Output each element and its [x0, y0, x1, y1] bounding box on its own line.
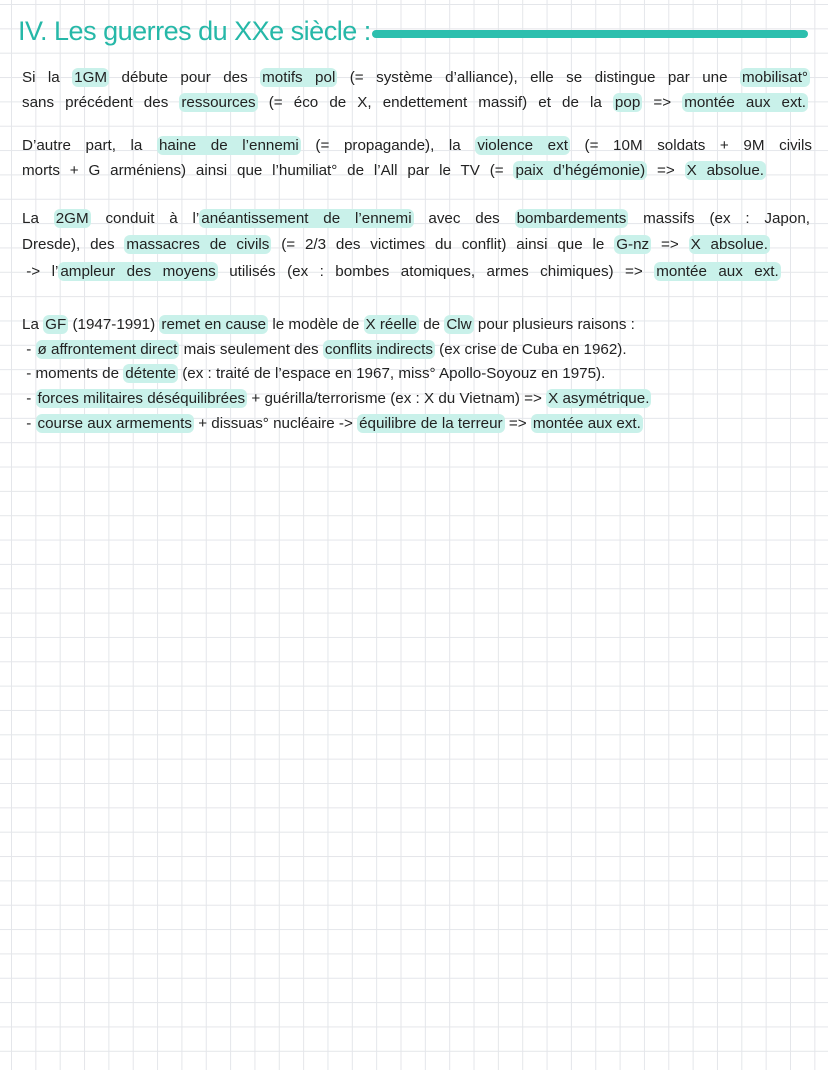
note-text: Si la — [22, 69, 73, 86]
highlighted-term: haine de l’ennemi — [158, 137, 299, 154]
highlighted-term: forces militaires déséquilibrées — [37, 390, 246, 407]
note-text: - moments de — [22, 365, 124, 382]
note-text: D’autre part, la — [22, 137, 157, 154]
note-text: + guérilla/terrorisme (ex : X du Vietnam) => — [247, 390, 547, 407]
highlighted-term: anéantissement de l’ennemi — [201, 210, 412, 227]
note-line — [22, 136, 812, 156]
highlighted-term: X réelle — [365, 316, 417, 333]
highlighted-term: violence ext — [477, 137, 568, 154]
highlighted-term: X absolue. — [686, 162, 764, 179]
note-line — [22, 389, 651, 409]
highlighted-term: GF — [45, 316, 67, 333]
highlighted-term: montée aux ext. — [532, 415, 641, 432]
note-text: Dresde), des — [22, 236, 125, 253]
highlighted-term: paix d’hégémonie) — [515, 162, 646, 179]
highlighted-term: massacres de civils — [126, 236, 270, 253]
highlighted-term: ø affrontement direct — [37, 341, 178, 358]
note-text: => — [504, 415, 531, 432]
note-text: + dissuas° nucléaire -> — [193, 415, 358, 432]
note-text: conduit à l’ — [90, 210, 200, 227]
highlighted-term: motifs pol — [262, 69, 336, 86]
highlighted-term: montée aux ext. — [684, 94, 806, 111]
note-text: => — [647, 162, 685, 179]
note-text: - — [22, 415, 36, 432]
highlighted-term: remet en cause — [161, 316, 267, 333]
note-line — [22, 364, 605, 384]
note-text: (ex : traité de l’espace en 1967, miss° Apollo-Soyouz en 1975). — [177, 365, 606, 382]
note-text: - — [22, 341, 36, 358]
note-text: débute pour des — [109, 69, 261, 86]
note-text: (= système d’alliance), elle se distingue par une — [337, 69, 740, 86]
highlighted-term: ressources — [181, 94, 256, 111]
highlighted-term: ampleur des moyens — [60, 263, 216, 280]
title-underline — [372, 30, 808, 38]
note-text: massifs (ex : Japon, — [628, 210, 810, 227]
note-line — [22, 209, 810, 229]
note-text: - — [22, 390, 36, 407]
highlighted-term: G-nz — [616, 236, 650, 253]
note-line — [22, 93, 808, 113]
highlighted-term: bombardements — [516, 210, 627, 227]
highlighted-term: équilibre de la terreur — [359, 415, 503, 432]
highlighted-term: détente — [125, 365, 176, 382]
note-text: mais seulement des — [179, 341, 323, 358]
note-text: -> l’ — [22, 263, 59, 280]
note-line — [22, 315, 635, 335]
note-text: (= éco de X, endettement massif) et de la — [257, 94, 613, 111]
note-text: de — [419, 316, 445, 333]
highlighted-term: mobilisat° — [741, 69, 808, 86]
highlighted-term: X absolue. — [690, 236, 768, 253]
note-text: (= propagande), la — [300, 137, 476, 154]
note-text: le modèle de — [268, 316, 364, 333]
note-text: utilisés (ex : bombes atomiques, armes chimiques) => — [217, 263, 655, 280]
note-text: => — [642, 94, 683, 111]
highlighted-term: montée aux ext. — [656, 263, 779, 280]
note-text: (1947-1991) — [68, 316, 160, 333]
note-text: sans précédent des — [22, 94, 180, 111]
highlighted-term: 2GM — [55, 210, 89, 227]
note-line — [22, 262, 781, 282]
note-line — [22, 161, 766, 181]
highlighted-term: pop — [614, 94, 641, 111]
note-text: morts + G arméniens) ainsi que l’humiliat° de l’All par le TV (= — [22, 162, 514, 179]
note-text: avec des — [413, 210, 515, 227]
highlighted-term: 1GM — [74, 69, 108, 86]
highlighted-term: Clw — [446, 316, 472, 333]
highlighted-term: X asymétrique. — [548, 390, 650, 407]
note-line — [22, 68, 810, 88]
note-line — [22, 414, 643, 434]
highlighted-term: course aux armements — [37, 415, 192, 432]
note-line — [22, 235, 770, 255]
section-title: IV. Les guerres du XXe siècle : — [18, 16, 371, 46]
note-text: pour plusieurs raisons : — [473, 316, 635, 333]
note-text: (= 2/3 des victimes du conflit) ainsi que le — [271, 236, 615, 253]
note-text: => — [651, 236, 689, 253]
note-text: La — [22, 210, 54, 227]
note-text: (= 10M soldats + 9M civils — [569, 137, 812, 154]
highlighted-term: conflits indirects — [324, 341, 433, 358]
note-text: La — [22, 316, 44, 333]
note-line — [22, 340, 627, 360]
note-text: (ex crise de Cuba en 1962). — [434, 341, 627, 358]
